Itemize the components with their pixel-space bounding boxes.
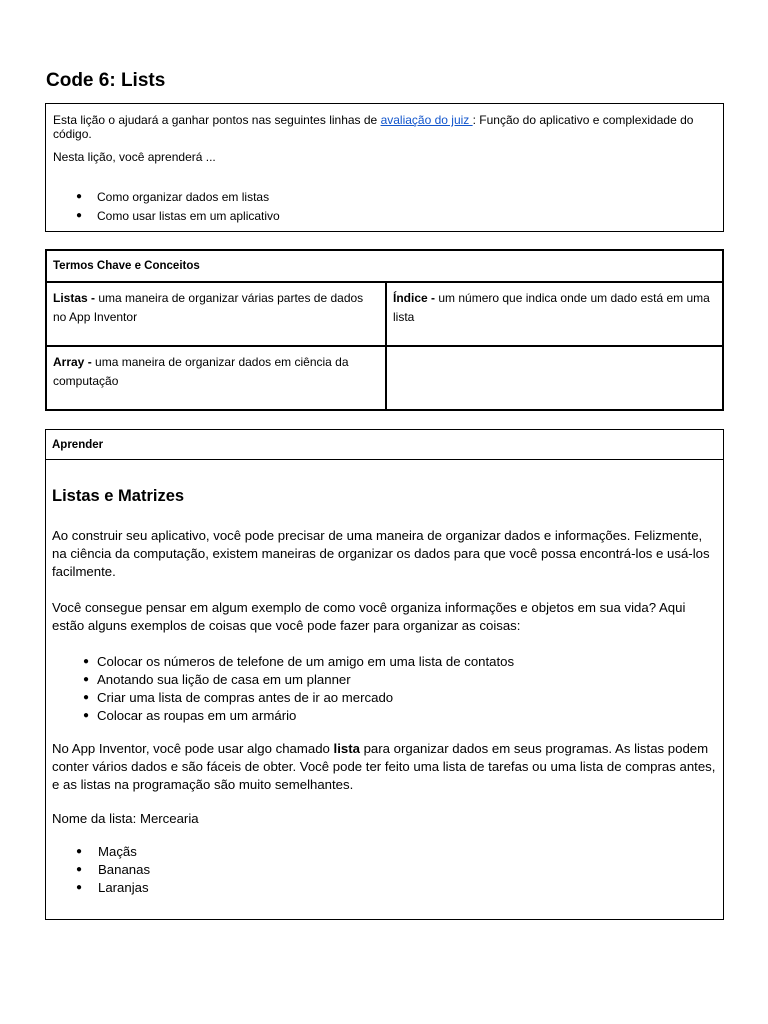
term-empty-cell [386, 346, 723, 410]
intro-line-1 [53, 113, 723, 141]
list-name-line: Nome da lista: Mercearia [52, 811, 199, 826]
paragraph-2: Você consegue pensar em algum exemplo de como você organiza informações e objetos em sua vida? Aqui estão alguns exemplos de coisas que você pode fazer para organizar as coisas: [52, 600, 686, 633]
list-item: ● Criar uma lista de compras antes de ir ao mercado [83, 690, 394, 705]
page-title: Code 6: Lists [46, 70, 166, 91]
para-text: No App Inventor, você pode usar algo chamado [52, 741, 334, 756]
examples-list [83, 653, 514, 725]
intro-text-after: : Função do aplicativo e complexidade do código. [53, 113, 694, 141]
list-item: ● Como usar listas em um aplicativo [76, 208, 280, 223]
list-item: ● Maçãs [76, 844, 137, 859]
bullet-text: Como usar listas em um aplicativo [97, 208, 280, 223]
grocery-item: Bananas [98, 862, 151, 877]
list-item: ● Laranjas [76, 880, 149, 895]
term-definition: uma maneira de organizar várias partes de dados no App Inventor [53, 291, 364, 324]
grocery-item: Laranjas [98, 880, 149, 895]
term-indice [386, 282, 723, 346]
paragraph-1: Ao construir seu aplicativo, você pode precisar de uma maneira de organizar dados e informações. Felizmente, na ciência da computação, existem maneiras de organizar os dados para que você possa encontrá-los e usá-los facilmente. [52, 528, 710, 579]
learn-header: Aprender [46, 430, 723, 460]
term-listas [46, 282, 386, 346]
list-item: ● Bananas [76, 862, 151, 877]
list-item: ● Como organizar dados em listas [76, 189, 270, 204]
term-definition: um número que indica onde um dado está em uma lista [393, 291, 710, 324]
grocery-list [76, 843, 150, 897]
list-item: ● Colocar as roupas em um armário [83, 708, 297, 723]
para-text-after: para organizar dados em seus programas. As listas podem conter vários dados e são fáceis de obter. Você pode ter feito uma lista de tarefas ou uma lista de compras antes, e as listas na programação são muito semelhantes. [52, 741, 716, 792]
bold-term: lista [333, 741, 360, 756]
grocery-item: Maçãs [98, 844, 137, 859]
example-text: Colocar os números de telefone de um amigo em uma lista de contatos [97, 654, 515, 669]
list-item: ● Anotando sua lição de casa em um planner [83, 672, 351, 687]
intro-bullets [76, 187, 280, 225]
section-heading: Listas e Matrizes [52, 487, 185, 505]
term-label: Índice - [393, 291, 439, 305]
learn-box [45, 429, 724, 920]
paragraph-3 [52, 740, 717, 794]
term-label: Array - [53, 355, 96, 369]
term-definition: uma maneira de organizar dados em ciência da computação [53, 355, 349, 388]
key-terms-header: Termos Chave e Conceitos [46, 250, 723, 282]
example-text: Criar uma lista de compras antes de ir ao mercado [97, 690, 394, 705]
example-text: Anotando sua lição de casa em um planner [97, 672, 351, 687]
term-label: Listas - [53, 291, 99, 305]
judging-rubric-link[interactable]: avaliação do juiz [380, 113, 473, 127]
bullet-text: Como organizar dados em listas [97, 189, 270, 204]
intro-line-2: Nesta lição, você aprenderá ... [53, 150, 216, 164]
term-array [46, 346, 386, 410]
list-item: ● Colocar os números de telefone de um amigo em uma lista de contatos [83, 654, 515, 669]
key-terms-table [45, 249, 724, 411]
intro-box [45, 103, 724, 232]
example-text: Colocar as roupas em um armário [97, 708, 297, 723]
intro-text: Esta lição o ajudará a ganhar pontos nas seguintes linhas de [53, 113, 381, 127]
